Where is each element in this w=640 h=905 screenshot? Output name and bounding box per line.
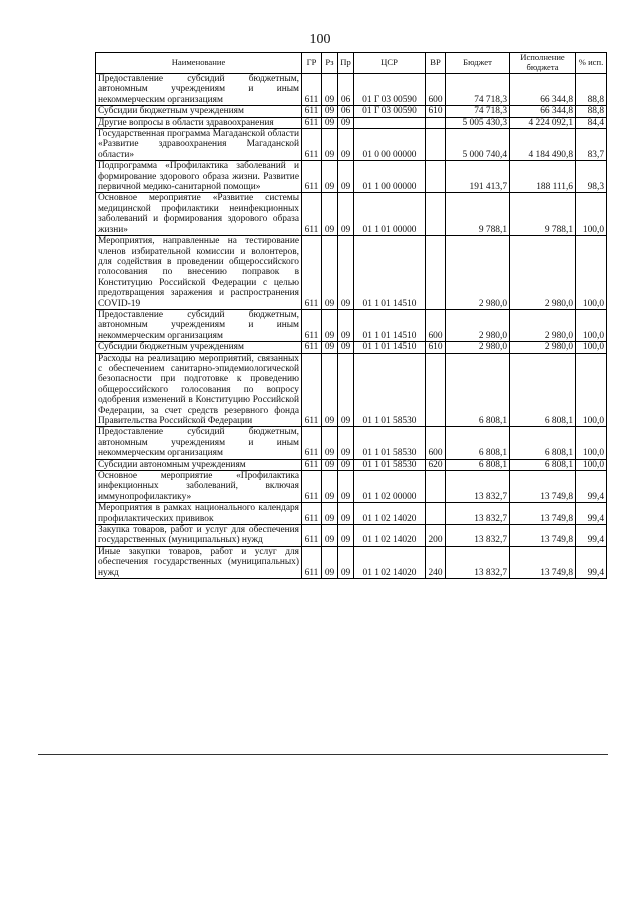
cell-rz: 09 [322,353,338,427]
cell-rz: 09 [322,117,338,128]
cell-rz: 09 [322,471,338,503]
cell-execution: 13 749,8 [510,525,576,547]
cell-rz: 09 [322,106,338,117]
table-row [96,546,607,578]
cell-pr: 09 [338,129,354,161]
cell-csr: 01 1 02 14020 [354,503,426,525]
cell-rz: 09 [322,74,338,106]
cell-rz: 09 [322,427,338,459]
cell-percent: 100,0 [576,459,607,470]
cell-csr [354,117,426,128]
cell-gr: 611 [302,129,322,161]
header-csr: ЦСР [354,53,426,74]
cell-budget: 9 788,1 [446,193,510,236]
cell-gr: 611 [302,106,322,117]
cell-vr: 600 [426,309,446,341]
header-gr: ГР [302,53,322,74]
table-row [96,503,607,525]
cell-pr: 09 [338,427,354,459]
cell-percent: 100,0 [576,236,607,310]
cell-name: Субсидии автономным учреждениям [96,459,302,470]
cell-name: Подпрограмма «Профилактика заболеваний и формирование здорового образа жизни. Развитие первичной медико-санитарной помощи» [96,161,302,193]
cell-percent: 88,8 [576,106,607,117]
cell-execution: 2 980,0 [510,342,576,353]
cell-budget: 2 980,0 [446,309,510,341]
table-row [96,106,607,117]
cell-gr: 611 [302,546,322,578]
table-header-row [96,53,607,74]
cell-csr: 01 Г 03 00590 [354,106,426,117]
cell-execution: 4 184 490,8 [510,129,576,161]
cell-name: Мероприятия в рамках национального календаря профилактических прививок [96,503,302,525]
header-name: Наименование [96,53,302,74]
cell-name: Основное мероприятие «Профилактика инфекционных заболеваний, включая иммунопрофилактику» [96,471,302,503]
cell-budget: 74 718,3 [446,106,510,117]
cell-vr: 240 [426,546,446,578]
cell-percent: 100,0 [576,193,607,236]
page-number: 100 [309,32,331,47]
cell-vr [426,353,446,427]
table-row [96,471,607,503]
table-row [96,427,607,459]
cell-name: Предоставление субсидий бюджетным, автономным учреждениям и иным некоммерческим организациям [96,309,302,341]
cell-rz: 09 [322,193,338,236]
cell-vr: 600 [426,74,446,106]
cell-pr: 09 [338,309,354,341]
cell-execution: 6 808,1 [510,459,576,470]
cell-budget: 5 005 430,3 [446,117,510,128]
cell-name: Государственная программа Магаданской области «Развитие здравоохранения Магаданской области» [96,129,302,161]
cell-rz: 09 [322,546,338,578]
cell-gr: 611 [302,342,322,353]
cell-percent: 98,3 [576,161,607,193]
cell-budget: 13 832,7 [446,471,510,503]
cell-execution: 9 788,1 [510,193,576,236]
cell-pr: 09 [338,353,354,427]
cell-percent: 83,7 [576,129,607,161]
cell-pr: 09 [338,546,354,578]
cell-execution: 66 344,8 [510,106,576,117]
cell-name: Иные закупки товаров, работ и услуг для обеспечения государственных (муниципальных) нужд [96,546,302,578]
cell-gr: 611 [302,74,322,106]
cell-rz: 09 [322,503,338,525]
cell-pr: 09 [338,236,354,310]
cell-gr: 611 [302,353,322,427]
cell-pr: 09 [338,117,354,128]
cell-percent: 88,8 [576,74,607,106]
cell-pr: 09 [338,193,354,236]
cell-csr: 01 1 02 14020 [354,546,426,578]
cell-rz: 09 [322,236,338,310]
cell-gr: 611 [302,161,322,193]
cell-budget: 6 808,1 [446,353,510,427]
cell-execution: 13 749,8 [510,471,576,503]
cell-pr: 09 [338,459,354,470]
cell-csr: 01 1 01 58530 [354,353,426,427]
table-row [96,161,607,193]
cell-rz: 09 [322,161,338,193]
cell-gr: 611 [302,193,322,236]
cell-csr: 01 1 02 14020 [354,525,426,547]
table-row [96,309,607,341]
cell-vr [426,129,446,161]
cell-csr: 01 1 01 00000 [354,193,426,236]
cell-execution: 4 224 092,1 [510,117,576,128]
cell-budget: 13 832,7 [446,525,510,547]
cell-vr [426,503,446,525]
cell-vr: 610 [426,106,446,117]
cell-vr [426,193,446,236]
table-row [96,342,607,353]
cell-budget: 191 413,7 [446,161,510,193]
cell-name: Основное мероприятие «Развитие системы медицинской профилактики неинфекционных заболеваний и формирования здорового образа жизни» [96,193,302,236]
cell-execution: 2 980,0 [510,309,576,341]
cell-budget: 6 808,1 [446,459,510,470]
cell-percent: 99,4 [576,525,607,547]
cell-pr: 09 [338,503,354,525]
cell-vr [426,471,446,503]
cell-name: Другие вопросы в области здравоохранения [96,117,302,128]
table-row [96,193,607,236]
cell-percent: 99,4 [576,546,607,578]
cell-name: Мероприятия, направленные на тестирование членов избирательной комиссии и волонтеров, для содействия в проведении общероссийского голосования по внесению поправок в Конституцию Российской Федерации с целью предотвращения заражения и распространения COVID-19 [96,236,302,310]
header-rz: Рз [322,53,338,74]
header-vr: ВР [426,53,446,74]
cell-budget: 2 980,0 [446,342,510,353]
cell-name: Субсидии бюджетным учреждениям [96,342,302,353]
header-budget: Бюджет [446,53,510,74]
cell-vr [426,117,446,128]
cell-budget: 5 000 740,4 [446,129,510,161]
cell-name: Предоставление субсидий бюджетным, автономным учреждениям и иным некоммерческим организациям [96,74,302,106]
cell-vr: 610 [426,342,446,353]
table-row [96,236,607,310]
cell-percent: 84,4 [576,117,607,128]
cell-gr: 611 [302,117,322,128]
footer-divider [38,754,608,755]
header-percent: % исп. [576,53,607,74]
cell-execution: 66 344,8 [510,74,576,106]
cell-percent: 99,4 [576,471,607,503]
cell-gr: 611 [302,471,322,503]
cell-pr: 09 [338,342,354,353]
cell-pr: 09 [338,161,354,193]
cell-csr: 01 0 00 00000 [354,129,426,161]
cell-pr: 09 [338,525,354,547]
table-row [96,353,607,427]
cell-budget: 74 718,3 [446,74,510,106]
cell-gr: 611 [302,503,322,525]
cell-execution: 2 980,0 [510,236,576,310]
cell-rz: 09 [322,342,338,353]
cell-execution: 13 749,8 [510,546,576,578]
cell-budget: 6 808,1 [446,427,510,459]
cell-vr [426,161,446,193]
cell-name: Расходы на реализацию мероприятий, связанных с обеспечением санитарно-эпидемиологической безопасности при подготовке к проведению общероссийского голосования по вопросу одобрения изменений в Конституцию Российской Федерации, за счет средств резервного фонда Правительства Российской Федерации [96,353,302,427]
cell-gr: 611 [302,525,322,547]
cell-gr: 611 [302,236,322,310]
cell-percent: 100,0 [576,353,607,427]
cell-percent: 100,0 [576,342,607,353]
cell-percent: 100,0 [576,309,607,341]
cell-percent: 100,0 [576,427,607,459]
cell-csr: 01 1 02 00000 [354,471,426,503]
cell-name: Субсидии бюджетным учреждениям [96,106,302,117]
cell-vr [426,236,446,310]
cell-csr: 01 1 00 00000 [354,161,426,193]
table-row [96,117,607,128]
cell-execution: 6 808,1 [510,427,576,459]
cell-execution: 6 808,1 [510,353,576,427]
table-row [96,525,607,547]
cell-csr: 01 1 01 58530 [354,459,426,470]
cell-csr: 01 1 01 14510 [354,342,426,353]
cell-csr: 01 Г 03 00590 [354,74,426,106]
budget-table [95,52,607,579]
table-row [96,129,607,161]
cell-pr: 09 [338,471,354,503]
cell-execution: 13 749,8 [510,503,576,525]
cell-rz: 09 [322,459,338,470]
cell-name: Закупка товаров, работ и услуг для обеспечения государственных (муниципальных) нужд [96,525,302,547]
cell-name: Предоставление субсидий бюджетным, автономным учреждениям и иным некоммерческим организациям [96,427,302,459]
cell-pr: 06 [338,74,354,106]
header-pr: Пр [338,53,354,74]
table-row [96,74,607,106]
cell-rz: 09 [322,129,338,161]
cell-csr: 01 1 01 58530 [354,427,426,459]
table-row [96,459,607,470]
cell-budget: 2 980,0 [446,236,510,310]
cell-gr: 611 [302,427,322,459]
cell-pr: 06 [338,106,354,117]
cell-rz: 09 [322,309,338,341]
cell-percent: 99,4 [576,503,607,525]
cell-gr: 611 [302,309,322,341]
cell-gr: 611 [302,459,322,470]
cell-vr: 200 [426,525,446,547]
table-body [96,74,607,579]
cell-budget: 13 832,7 [446,503,510,525]
header-execution: Исполнение бюджета [510,53,576,74]
cell-csr: 01 1 01 14510 [354,309,426,341]
cell-rz: 09 [322,525,338,547]
cell-vr: 600 [426,427,446,459]
cell-vr: 620 [426,459,446,470]
cell-csr: 01 1 01 14510 [354,236,426,310]
cell-budget: 13 832,7 [446,546,510,578]
cell-execution: 188 111,6 [510,161,576,193]
